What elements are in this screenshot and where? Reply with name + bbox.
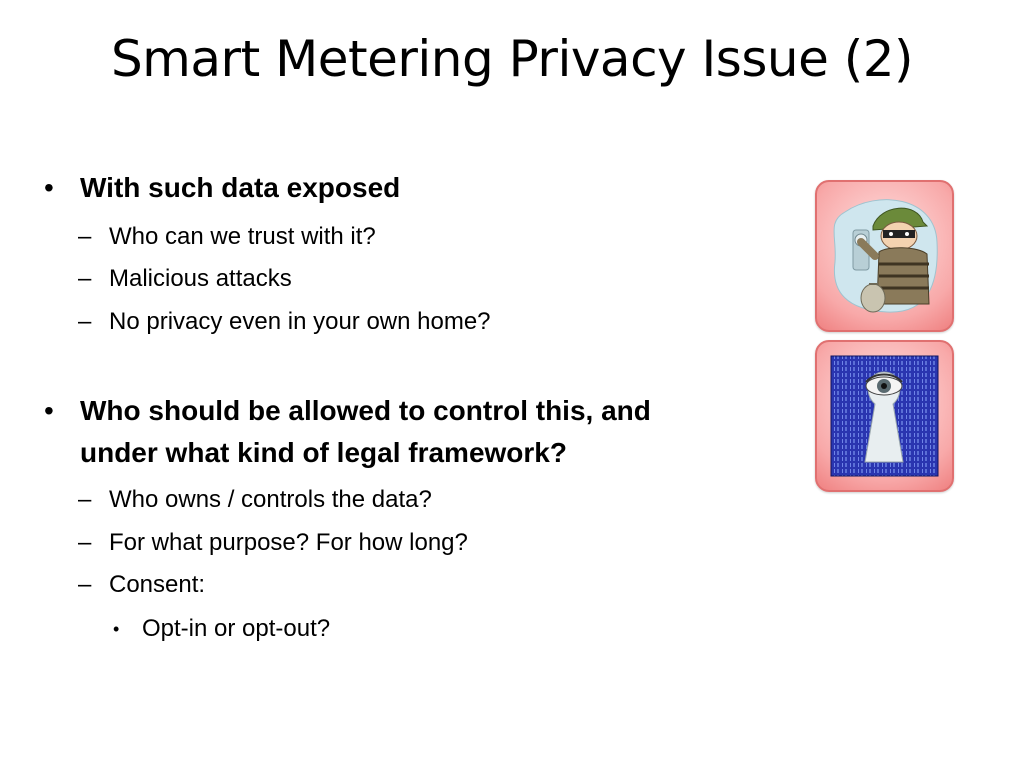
burglar-icon xyxy=(817,317,952,332)
sub-bullet-text: For what purpose? For how long? xyxy=(109,529,468,556)
sub-bullet-owns xyxy=(78,485,432,515)
sub-bullet-privacy-home xyxy=(78,307,491,337)
sub-bullet-text: Consent: xyxy=(109,571,206,598)
sub-bullet-malicious xyxy=(78,264,292,294)
keyhole-eye-icon xyxy=(817,477,952,492)
bullet-control-legal xyxy=(44,390,784,474)
sub-bullet-trust xyxy=(78,222,376,252)
burglar-picture xyxy=(815,180,954,332)
bullet-text: With such data exposed xyxy=(80,172,401,203)
sub-sub-bullet-text: Opt-in or opt-out? xyxy=(142,615,331,642)
dash-glyph: – xyxy=(78,529,92,556)
sub-sub-bullet-opt xyxy=(113,614,330,644)
slide-title: Smart Metering Privacy Issue (2) xyxy=(110,30,914,88)
bullet-glyph: • xyxy=(44,395,54,426)
bullet-glyph: • xyxy=(44,172,54,203)
sub-bullet-text: Who can we trust with it? xyxy=(109,223,376,250)
dash-glyph: – xyxy=(78,265,92,292)
sub-bullet-text: Malicious attacks xyxy=(109,265,292,292)
keyhole-picture xyxy=(815,340,954,492)
bullet-text-line2: under what kind of legal framework? xyxy=(80,437,567,468)
bullet-glyph: • xyxy=(113,619,120,639)
bullet-data-exposed xyxy=(44,167,784,209)
dash-glyph: – xyxy=(78,571,92,598)
sub-bullet-text: No privacy even in your own home? xyxy=(109,308,491,335)
dash-glyph: – xyxy=(78,486,92,513)
sub-bullet-purpose xyxy=(78,528,468,558)
dash-glyph: – xyxy=(78,308,92,335)
bullet-text-line1: Who should be allowed to control this, and xyxy=(80,395,651,426)
dash-glyph: – xyxy=(78,223,92,250)
sub-bullet-text: Who owns / controls the data? xyxy=(109,486,432,513)
sub-bullet-consent xyxy=(78,570,205,600)
